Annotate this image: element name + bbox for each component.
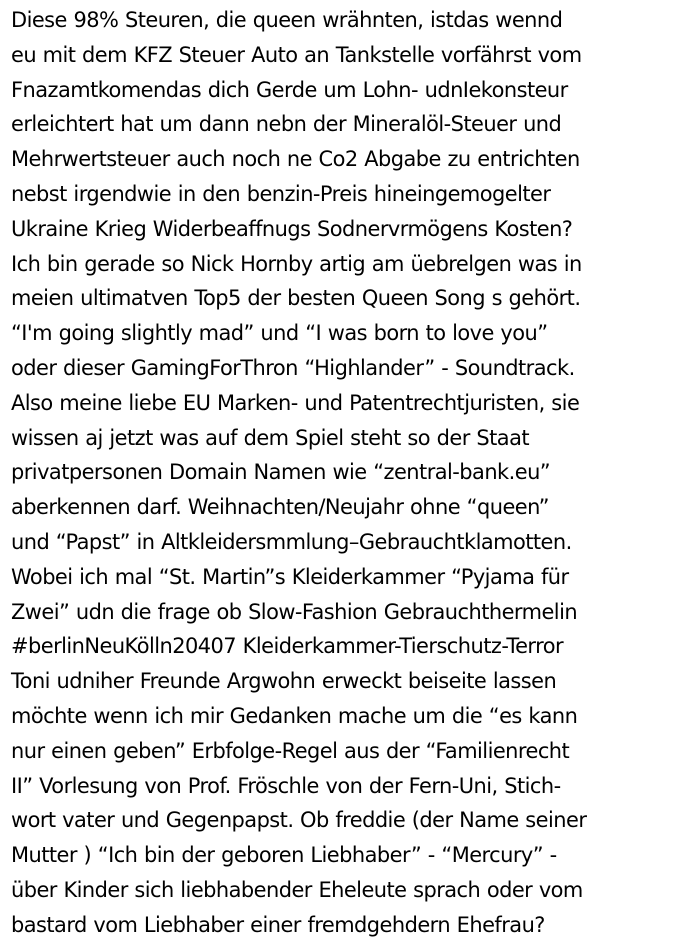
- text-line: Wobei ich mal “St. Martin”s Kleiderkammer “Pyjama für: [11, 564, 569, 589]
- text-line: privatpersonen Domain Namen wie “zentral-bank.eu”: [11, 460, 551, 485]
- text-line: möchte wenn ich mir Gedanken mache um die “es kann: [11, 703, 578, 728]
- text-line: Also meine liebe EU Marken- und Patentrechtjuristen, sie: [11, 390, 580, 415]
- text-line: #berlinNeuKölln20407 Kleiderkammer-Tierschutz-Terror: [11, 634, 564, 659]
- text-line: Toni udniher Freunde Argwohn erweckt beiseite lassen: [11, 669, 557, 694]
- text-line: meien ultimatven Top5 der besten Queen Song s gehört.: [11, 286, 581, 311]
- text-line: II” Vorlesung von Prof. Fröschle von der Fern-Uni, Stich-: [11, 773, 561, 798]
- text-line: Mutter ) “Ich bin der geboren Liebhaber” - “Mercury” -: [11, 843, 557, 868]
- text-line: oder dieser GamingForThron “Highlander” - Soundtrack.: [11, 355, 575, 380]
- text-line: Ukraine Krieg Widerbeaffnugs Sodnervrmögens Kosten?: [11, 216, 573, 241]
- text-line: über Kinder sich liebhabender Eheleute sprach oder vom: [11, 877, 583, 902]
- text-line: wissen aj jetzt was auf dem Spiel steht so der Staat: [11, 425, 530, 450]
- text-line: und “Papst” in Altkleidersmmlung–Gebrauchtklamotten.: [11, 529, 572, 554]
- text-line: eu mit dem KFZ Steuer Auto an Tankstelle vorfährst vom: [11, 42, 582, 67]
- text-line: bastard vom Liebhaber einer fremdgehdern Ehefrau?: [11, 912, 545, 937]
- text-line: nebst irgendwie in den benzin-Preis hineingemogelter: [11, 181, 551, 206]
- text-line: aberkennen darf. Weihnachten/Neujahr ohne “queen”: [11, 495, 549, 520]
- text-line: nur einen geben” Erbfolge-Regel aus der “Familienrecht: [11, 738, 570, 763]
- text-line: wort vater und Gegenpapst. Ob freddie (der Name seiner: [11, 808, 587, 833]
- document-text-block: [11, 3, 683, 943]
- text-line: Ich bin gerade so Nick Hornby artig am üebrelgen was in: [11, 251, 582, 276]
- text-line: Fnazamtkomendas dich Gerde um Lohn- udnIekonsteur: [11, 77, 568, 102]
- text-line: “I'm going slightly mad” und “I was born to love you”: [11, 321, 548, 346]
- text-line: erleichtert hat um dann nebn der Mineralöl-Steuer und: [11, 112, 562, 137]
- text-line: Mehrwertsteuer auch noch ne Co2 Abgabe zu entrichten: [11, 147, 580, 172]
- text-line: Zwei” udn die frage ob Slow-Fashion Gebrauchthermelin: [11, 599, 578, 624]
- text-line: Diese 98% Steuren, die queen wrähnten, istdas wennd: [11, 8, 563, 32]
